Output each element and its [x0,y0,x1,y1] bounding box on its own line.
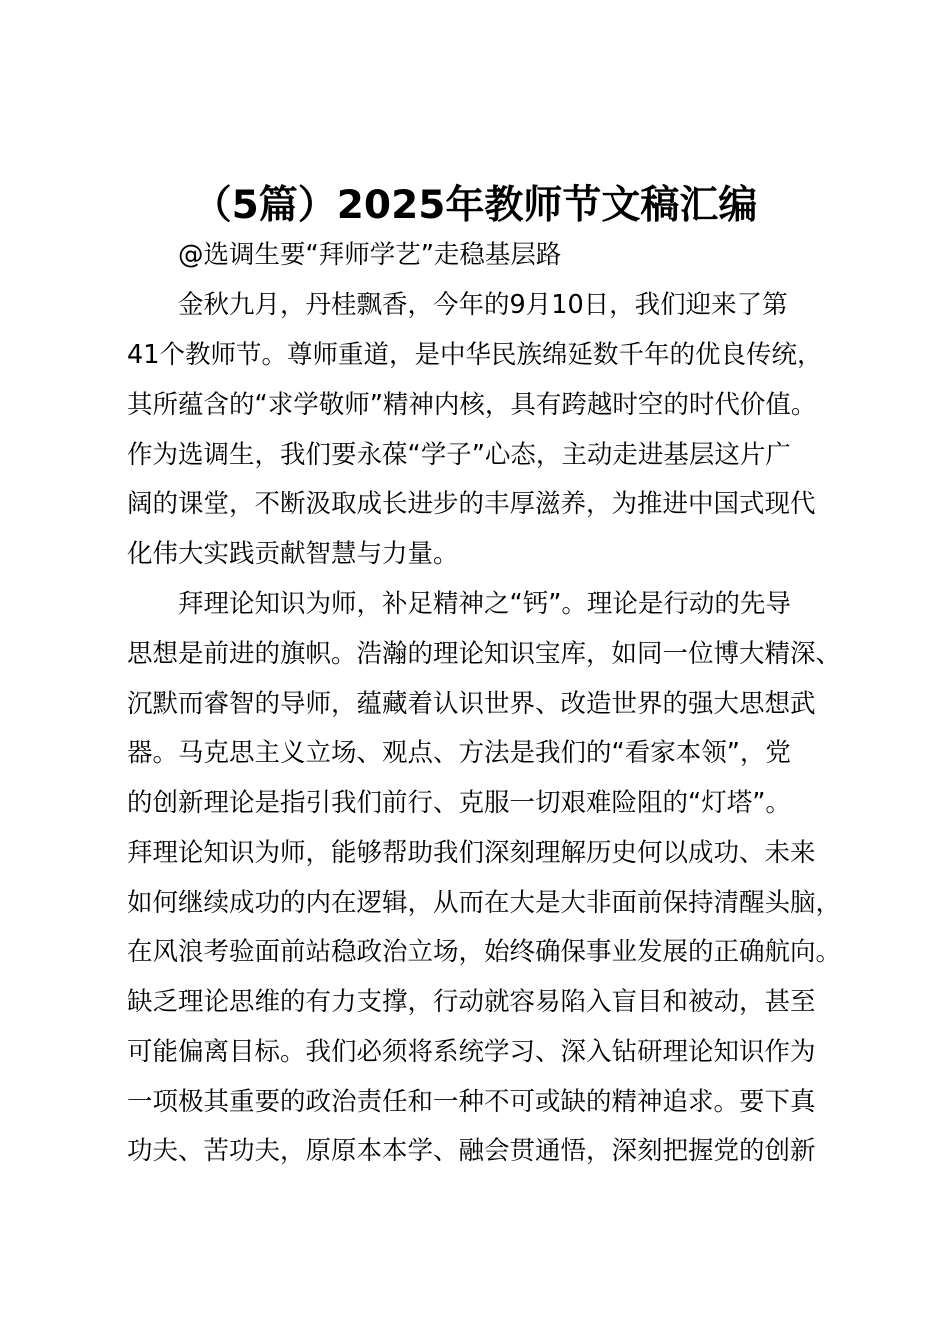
paragraph-line: 拜理论知识为师，补足精神之“钙”。理论是行动的先导 [178,589,791,619]
paragraph-line: 器。马克思主义立场、观点、方法是我们的“看家本领”，党 [127,738,791,768]
paragraph-line: 功夫、苦功夫，原原本本学、融会贯通悟，深刻把握党的创新 [127,1136,816,1166]
paragraph-line: 拜理论知识为师，能够帮助我们深刻理解历史何以成功、未来 [127,838,816,868]
paragraph-line: 金秋九月，丹桂飘香，今年的9月10日，我们迎来了第 [178,290,788,320]
paragraph-line: 作为选调生，我们要永葆“学子”心态，主动走进基层这片广 [127,440,791,470]
paragraph-line: 一项极其重要的政治责任和一种不可或缺的精神追求。要下真 [127,1087,816,1117]
paragraph-line: 化伟大实践贡献智慧与力量。 [127,539,459,569]
paragraph-line: 思想是前进的旗帜。浩瀚的理论知识宝库，如同一位博大精深、 [127,639,842,669]
document-title: （5篇）2025年教师节文稿汇编 [192,183,758,228]
paragraph-line: 其所蕴含的“求学敬师”精神内核，具有跨越时空的时代价值。 [127,390,817,420]
paragraph-line: 41个教师节。尊师重道，是中华民族绵延数千年的优良传统， [127,340,823,370]
paragraph-line: 阔的课堂，不断汲取成长进步的丰厚滋养，为推进中国式现代 [127,489,816,519]
document-subtitle: @选调生要“拜师学艺”走稳基层路 [178,240,562,270]
paragraph-line: 沉默而睿智的导师，蕴藏着认识世界、改造世界的强大思想武 [127,689,816,719]
paragraph-line: 缺乏理论思维的有力支撑，行动就容易陷入盲目和被动，甚至 [127,987,816,1017]
paragraph-line: 可能偏离目标。我们必须将系统学习、深入钻研理论知识作为 [127,1037,816,1067]
paragraph-line: 的创新理论是指引我们前行、克服一切艰难险阻的“灯塔”。 [127,788,791,818]
paragraph-line: 在风浪考验面前站稳政治立场，始终确保事业发展的正确航向。 [127,937,842,967]
paragraph-line: 如何继续成功的内在逻辑，从而在大是大非面前保持清醒头脑， [127,888,842,918]
